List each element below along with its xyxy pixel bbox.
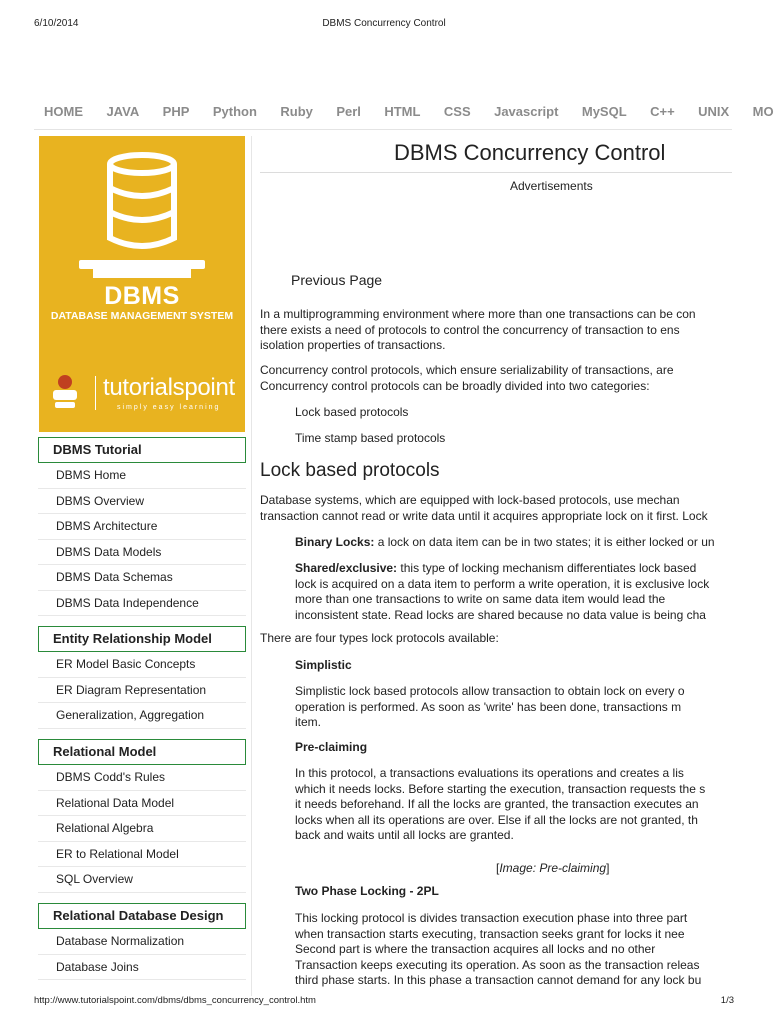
nav-cpp[interactable]: C++ [650,104,675,119]
preclaiming-line: which it needs locks. Before starting the execution, transaction requests the s [295,781,706,796]
menu-dbms-tutorial [38,437,246,616]
binary-locks-paragraph [295,535,715,551]
menu-item-er-to-relational[interactable]: ER to Relational Model [38,842,246,868]
preclaiming-line: locks when all its operations are over. Else if all the locks are not granted, th [295,812,698,827]
shared-line: more than one transactions to write on same data item would lead the [295,592,666,606]
menu-item-dbms-data-independence[interactable]: DBMS Data Independence [38,591,246,617]
nav-more[interactable]: MO [752,104,774,119]
print-footer [34,995,734,1009]
nav-java[interactable]: JAVA [106,104,140,119]
nav-python[interactable]: Python [212,104,257,119]
four-types-text: There are four types lock protocols available: [260,631,499,645]
sidebar [34,136,252,996]
menu-relational-model [38,739,246,893]
simplistic-line: item. [295,715,322,729]
menu-item-generalization[interactable]: Generalization, Aggregation [38,703,246,729]
simplistic-heading: Simplistic [295,658,352,672]
nav-mysql[interactable]: MySQL [581,104,627,119]
shared-exclusive-text: this type of locking mechanism differentiates lock based [397,561,697,575]
intro-line: In a multiprogramming environment where more than one transactions can be con [260,307,696,321]
menu-relational-database-design [38,903,246,980]
image-placeholder: [Image: Pre-claiming] [496,861,610,875]
simplistic-line: Simplistic lock based protocols allow transaction to obtain lock on every o [295,684,685,698]
main-content [260,136,732,996]
image-caption: Image: Pre-claiming [499,861,607,875]
menu-item-dbms-architecture[interactable]: DBMS Architecture [38,514,246,540]
brand-tagline: simply easy learning [117,404,221,411]
category-item: Time stamp based protocols [295,431,446,445]
logo-divider [95,376,96,410]
database-icon [75,150,209,280]
two-phase-heading: Two Phase Locking - 2PL [295,884,439,898]
two-phase-line: This locking protocol is divides transaction execution phase into three part [295,911,688,925]
nav-unix[interactable]: UNIX [698,104,730,119]
top-navigation [34,96,774,130]
page-title: DBMS Concurrency Control [394,140,666,165]
menu-item-er-diagram[interactable]: ER Diagram Representation [38,678,246,704]
menu-item-dbms-home[interactable]: DBMS Home [38,463,246,489]
print-page-number: 1/3 [720,995,734,1006]
print-url: http://www.tutorialspoint.com/dbms/dbms_concurrency_control.htm [34,995,316,1006]
lock-line: Database systems, which are equipped with lock-based protocols, use mechan [260,493,680,507]
menu-item-dbms-data-schemas[interactable]: DBMS Data Schemas [38,565,246,591]
title-divider [260,172,732,173]
nav-perl[interactable]: Perl [336,104,361,119]
logo-subtitle: DATABASE MANAGEMENT SYSTEM [50,310,234,322]
menu-item-er-basic-concepts[interactable]: ER Model Basic Concepts [38,652,246,678]
nav-home[interactable]: HOME [44,104,83,119]
logo-title: DBMS [104,282,180,310]
menu-heading: Entity Relationship Model [38,626,246,652]
menu-item-codds-rules[interactable]: DBMS Codd's Rules [38,765,246,791]
preclaiming-line: it needs beforehand. If all the locks are granted, the transaction executes an [295,797,699,811]
menu-item-relational-data-model[interactable]: Relational Data Model [38,791,246,817]
two-phase-line: when transaction starts executing, transaction seeks grant for locks it nee [295,926,685,941]
shared-line: lock is acquired on a data item to perform a write operation, it is exclusive lock [295,576,710,591]
advertisements-label: Advertisements [510,179,593,193]
two-phase-line: Transaction keeps executing its operation. As soon as the transaction releas [295,957,700,972]
menu-heading: DBMS Tutorial [38,437,246,463]
preclaiming-line: In this protocol, a transactions evaluations its operations and creates a lis [295,766,684,780]
menu-item-sql-overview[interactable]: SQL Overview [38,867,246,893]
binary-locks-label: Binary Locks: [295,535,375,549]
shared-exclusive-label: Shared/exclusive: [295,561,398,575]
menu-item-normalization[interactable]: Database Normalization [38,929,246,955]
dbms-logo-banner[interactable] [39,136,245,432]
two-phase-line: third phase starts. In this phase a transaction cannot demand for any lock bu [295,973,702,987]
menu-item-dbms-overview[interactable]: DBMS Overview [38,489,246,515]
lock-line: transaction cannot read or write data until it acquires appropriate lock on it first. Lock [260,508,708,523]
print-title: DBMS Concurrency Control [322,18,446,29]
menu-item-joins[interactable]: Database Joins [38,955,246,981]
lock-based-heading: Lock based protocols [260,460,440,481]
menu-heading: Relational Model [38,739,246,765]
print-date: 6/10/2014 [34,18,79,29]
preclaiming-line: back and waits until all locks are granted. [295,828,514,842]
nav-html[interactable]: HTML [384,104,421,119]
simplistic-line: operation is performed. As soon as 'write' has been done, transactions m [295,699,682,714]
binary-locks-text: a lock on data item can be in two states; it is either locked or un [374,535,715,549]
preclaiming-heading: Pre-claiming [295,740,368,754]
shared-line: inconsistent state. Read locks are shared because no data value is being cha [295,607,706,622]
nav-php[interactable]: PHP [162,104,190,119]
category-item: Lock based protocols [295,405,409,419]
tutorialspoint-icon [49,370,81,410]
previous-page-link[interactable]: Previous Page [291,272,383,288]
print-header [34,18,734,32]
menu-item-dbms-data-models[interactable]: DBMS Data Models [38,540,246,566]
cc-line: Concurrency control protocols can be broadly divided into two categories: [260,378,650,393]
brand-name: tutorialspoint [103,374,235,401]
menu-entity-relationship [38,626,246,729]
nav-ruby[interactable]: Ruby [280,104,313,119]
nav-css[interactable]: CSS [443,104,471,119]
intro-line: there exists a need of protocols to control the concurrency of transaction to ens [260,322,680,337]
menu-item-relational-algebra[interactable]: Relational Algebra [38,816,246,842]
shared-exclusive-paragraph [295,561,696,577]
menu-heading: Relational Database Design [38,903,246,929]
two-phase-line: Second part is where the transaction acquires all locks and no other [295,942,656,956]
cc-line: Concurrency control protocols, which ensure serializability of transactions, are [260,363,674,377]
intro-line: isolation properties of transactions. [260,338,446,352]
nav-javascript[interactable]: Javascript [494,104,559,119]
